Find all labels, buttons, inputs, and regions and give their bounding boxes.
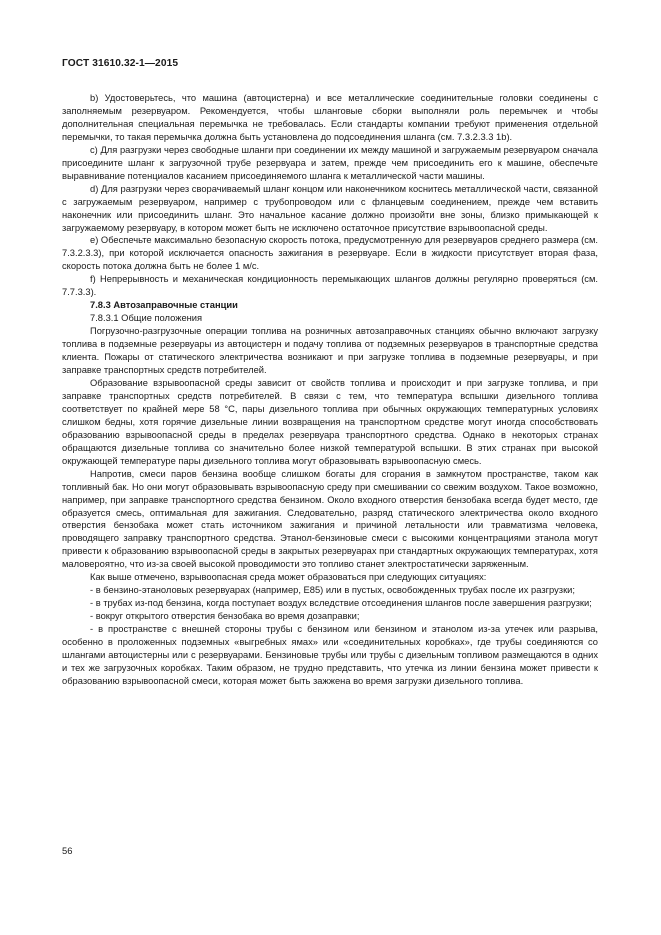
list-item-petrol-pipes: - в трубах из-под бензина, когда поступает воздух вследствие отсоединения шлангов после завершения разгрузки; [90,598,592,609]
page-number: 56 [62,845,73,856]
paragraph-item-d: d) Для разгрузки через сворачиваемый шланг концом или наконечником коснитесь металлической части, связанной с загружаемым резервуаром, например с трубопроводом или с фланцевым соединением, прежде чем вставить наконечник или присоединить шланг. Это начальное касание должно произойти вне зоны, близко примыкающей к загружаемому резервуару, в котором может быть не исключено остаточное присутствие взрывоопасной среды. [62,183,598,233]
paragraph-item-c: с) Для разгрузки через свободные шланги при соединении их между машиной и загружаемым резервуаром сначала присоедините шланг к загрузочной трубе резервуара и затем, прежде чем присоединить его к машине, обеспечьте выравнивание потенциалов касанием присоединяемого шланга к металлической части машины. [62,144,598,181]
document-header: ГОСТ 31610.32-1—2015 [62,58,179,69]
list-item-ethanol-tanks: - в бензино-этаноловых резервуарах (например, Е85) или в пустых, освобожденных трубах после их разгрузки; [90,585,575,596]
section-heading-7-8-3: 7.8.3 Автозаправочные станции [90,300,238,311]
paragraph-item-b: b) Удостоверьтесь, что машина (автоцистерна) и все металлические соединительные головки соединены с заполняемым резервуаром. Рекомендуется, чтобы шланговые сборки выполняли роль перемычек и чтобы дополнительная специальная перемычка не требовалась. Если стандарты компании требуют применения отдельной перемычки, то такая перемычка должна быть установлена до подсоединения шланга (см. 7.3.2.3.3 1b). [62,93,598,142]
paragraph-petrol-vapours: Напротив, смеси паров бензина вообще слишком богаты для сгорания в замкнутом пространстве, таком как топливный бак. Но они могут образовывать взрывоопасную среду при смешивании со свежим воздухом. Такое возможно, например, при заправке транспортного средства бензином. Около входного отверстия бензобака всегда будет место, где образуется смесь, оптимальная для зажигания. Следовательно, разряд статического электричества около входного отверстия бензобака может стать источником зажигания и причиной летальности или травматизма человека, проводящего заправку транспортного средства. Этанол-бензиновые смеси с высокими концентрациями этанола могут привести к образованию взрывоопасной среды в закрытых резервуарах при стандартных окружающих температурах, хотя маловероятно, что из-за своей высокой проводимости это топливо станет электростатически заряженным. [62,468,598,570]
paragraph-explosive-atmosphere: Образование взрывоопасной среды зависит от свойств топлива и происходит и при загрузке топлива, и при заправке транспортных средств потребителей. В связи с тем, что температура вспышки дизельного топлива соответствует по крайней мере 58 °С, пары дизельного топлива при обычных окружающих температурных условиях слишком бедны, хотя горячие дизельные линии возвращения на транспортном средстве могут иногда способствовать образованию взрывоопасной среды в пределах резервуара транспортного средства. Однако в некоторых странах обращаются дизельные топлива со значительно более низкой температурой вспышки. В этих странах при высокой окружающей температуре пары дизельного топлива могут образовывать взрывоопасную смесь. [62,377,598,466]
paragraph-item-f: f) Непрерывность и механическая кондиционность перемыкающих шлангов должны регулярно проверяться (см. 7.7.3.3). [62,274,598,298]
document-body [62,92,598,688]
paragraph-item-e: е) Обеспечьте максимально безопасную скорость потока, предусмотренную для резервуаров среднего размера (см. 7.3.2.3.3), при которой исключается опасность зажигания в резервуаре. Если в жидкости присутствует вторая фаза, скорость потока должна быть не более 1 м/с. [62,235,598,272]
list-item-leaks: - в пространстве с внешней стороны трубы с бензином или бензином и этанолом из-за утечек или разрыва, особенно в проложенных подземных «выгребных ямах» или «соединительных коробках», где трубы соединяются со шлангами автоцистерны или с резервуарами. Бензиновые трубы или трубы с дизельным топливом размещаются в одних и тех же загрузочных коробках. Таким образом, не трудно представить, что утечка из линии бензина может привести к образованию взрывоопасной смеси, которая может быть зажжена во время загрузки дизельного топлива. [62,624,598,686]
paragraph-situations-intro: Как выше отмечено, взрывоопасная среда может образоваться при следующих ситуациях: [90,572,487,583]
paragraph-loading-operations: Погрузочно-разгрузочные операции топлива на розничных автозаправочных станциях обычно включают загрузку топлива в подземные резервуары из автоцистерн и подачу топлива от подземных резервуаров в транспортные средства клиента. Пожары от статического электричества возникают и при загрузке топлива в подземные резервуары, и при заправке транспортных средств потребителей. [62,326,598,376]
subsection-heading-7-8-3-1: 7.8.3.1 Общие положения [90,313,203,324]
list-item-tank-opening: - вокруг открытого отверстия бензобака во время дозаправки; [90,611,360,622]
